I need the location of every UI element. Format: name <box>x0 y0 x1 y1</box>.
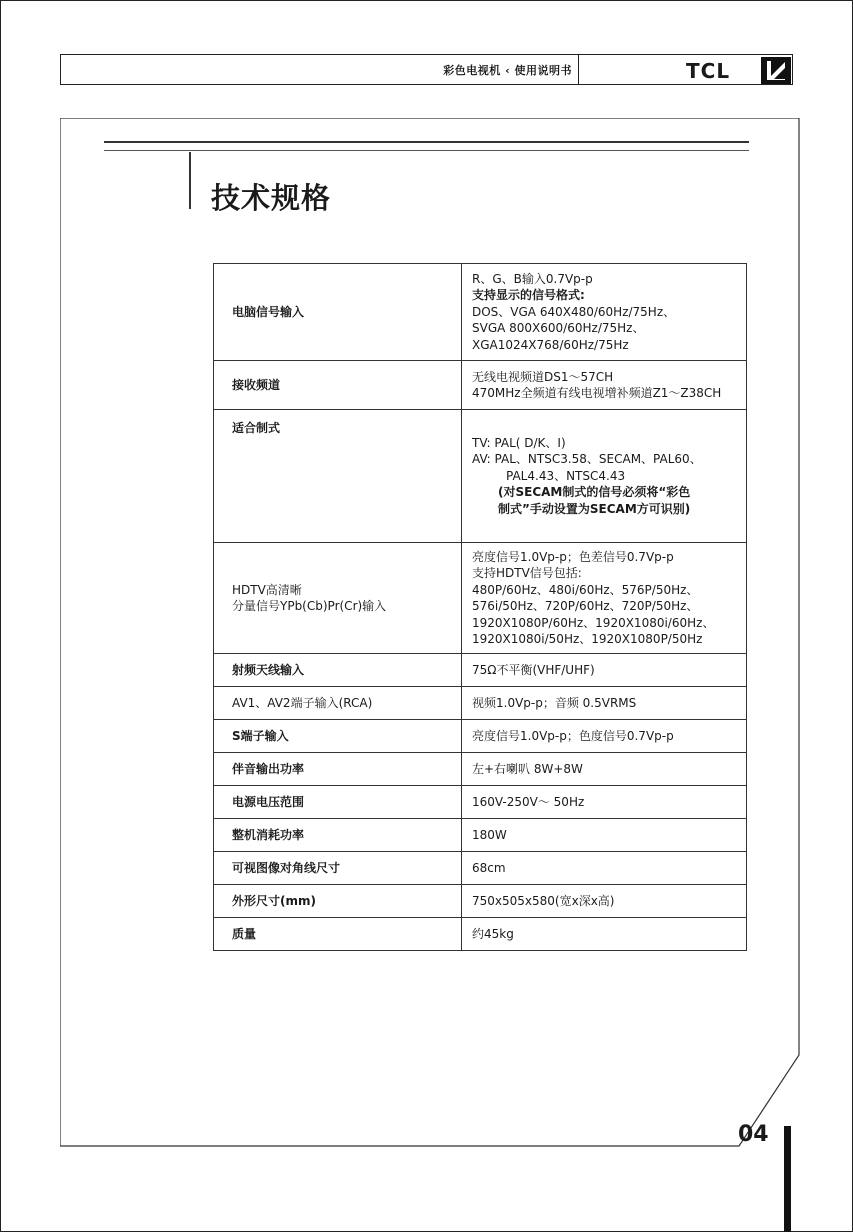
spec-label-line: 分量信号YPb(Cb)Pr(Cr)输入 <box>232 599 387 613</box>
heading-rule-bottom <box>104 150 749 151</box>
spec-value: 160V-250V～ 50Hz <box>462 786 747 819</box>
spec-label: 电源电压范围 <box>214 786 462 819</box>
spec-line: 1920X1080P/60Hz、1920X1080i/60Hz、 <box>472 615 715 630</box>
spec-label: 可视图像对角线尺寸 <box>214 852 462 885</box>
table-row <box>214 720 747 753</box>
spec-line: 亮度信号1.0Vp-p；色差信号0.7Vp-p <box>472 549 674 564</box>
spec-label: 接收频道 <box>214 361 462 410</box>
spec-value: 68cm <box>462 852 747 885</box>
brand-name: TCL <box>686 59 731 83</box>
table-row <box>214 885 747 918</box>
spec-note: (对SECAM制式的信号必须将“彩色 <box>498 485 691 500</box>
heading-accent-bar <box>189 152 191 209</box>
page-number-bar <box>784 1126 791 1232</box>
spec-value: 亮度信号1.0Vp-p；色度信号0.7Vp-p <box>462 720 747 753</box>
spec-line: 无线电视频道DS1～57CH <box>472 369 614 384</box>
spec-label: S端子输入 <box>214 720 462 753</box>
table-row <box>214 654 747 687</box>
spec-line: 576i/50Hz、720P/60Hz、720P/50Hz、 <box>472 599 699 613</box>
spec-line: 470MHz全频道有线电视增补频道Z1～Z38CH <box>472 386 722 400</box>
spec-line: PAL4.43、NTSC4.43 <box>506 468 626 483</box>
table-row <box>214 819 747 852</box>
table-row <box>214 410 747 543</box>
page-title: 技术规格 <box>211 181 332 215</box>
spec-value: 750x505x580(宽x深x高) <box>462 885 747 918</box>
spec-value <box>462 410 747 543</box>
table-row <box>214 543 747 654</box>
spec-value: 180W <box>462 819 747 852</box>
spec-line: SVGA 800X600/60Hz/75Hz、 <box>472 321 645 336</box>
spec-value: 左+右喇叭 8W+8W <box>462 753 747 786</box>
spec-line: AV: PAL、NTSC3.58、SECAM、PAL60、 <box>472 452 702 467</box>
spec-label: 伴音输出功率 <box>214 753 462 786</box>
spec-note: 制式”手动设置为SECAM方可识别) <box>498 501 691 516</box>
spec-label: 整机消耗功率 <box>214 819 462 852</box>
tcl-logo-icon <box>761 57 791 84</box>
spec-line: XGA1024X768/60Hz/75Hz <box>472 337 629 352</box>
spec-line: R、G、B输入0.7Vp-p <box>472 271 593 286</box>
table-row <box>214 852 747 885</box>
spec-line: 支持HDTV信号包括: <box>472 566 582 580</box>
spec-label <box>214 543 462 654</box>
spec-value: 约45kg <box>462 918 747 951</box>
header-divider <box>578 54 579 85</box>
table-row <box>214 687 747 720</box>
table-row <box>214 753 747 786</box>
spec-value: 75Ω不平衡(VHF/UHF) <box>462 654 747 687</box>
table-row <box>214 918 747 951</box>
manual-title: 彩色电视机 ‹ 使用说明书 <box>443 64 572 77</box>
spec-table <box>213 263 747 951</box>
spec-value <box>462 543 747 654</box>
spec-label: 射频天线输入 <box>214 654 462 687</box>
page-number: 04 <box>738 1122 769 1147</box>
spec-label: 外形尺寸(mm) <box>214 885 462 918</box>
spec-label-line: HDTV高清晰 <box>232 582 302 597</box>
table-row <box>214 361 747 410</box>
spec-label: AV1、AV2端子输入(RCA) <box>214 687 462 720</box>
spec-line: DOS、VGA 640X480/60Hz/75Hz、 <box>472 304 676 319</box>
spec-value: 视频1.0Vp-p；音频 0.5VRMS <box>462 687 747 720</box>
spec-line: 480P/60Hz、480i/60Hz、576P/50Hz、 <box>472 582 699 597</box>
spec-label: 电脑信号输入 <box>214 264 462 361</box>
spec-value <box>462 264 747 361</box>
spec-line: TV: PAL( D/K、I) <box>472 435 566 450</box>
heading-rule-top <box>104 141 749 143</box>
spec-value <box>462 361 747 410</box>
spec-line: 支持显示的信号格式: <box>472 288 585 303</box>
table-row <box>214 264 747 361</box>
spec-label: 适合制式 <box>214 410 462 543</box>
spec-label: 质量 <box>214 918 462 951</box>
spec-line: 1920X1080i/50Hz、1920X1080P/50Hz <box>472 632 703 646</box>
table-row <box>214 786 747 819</box>
